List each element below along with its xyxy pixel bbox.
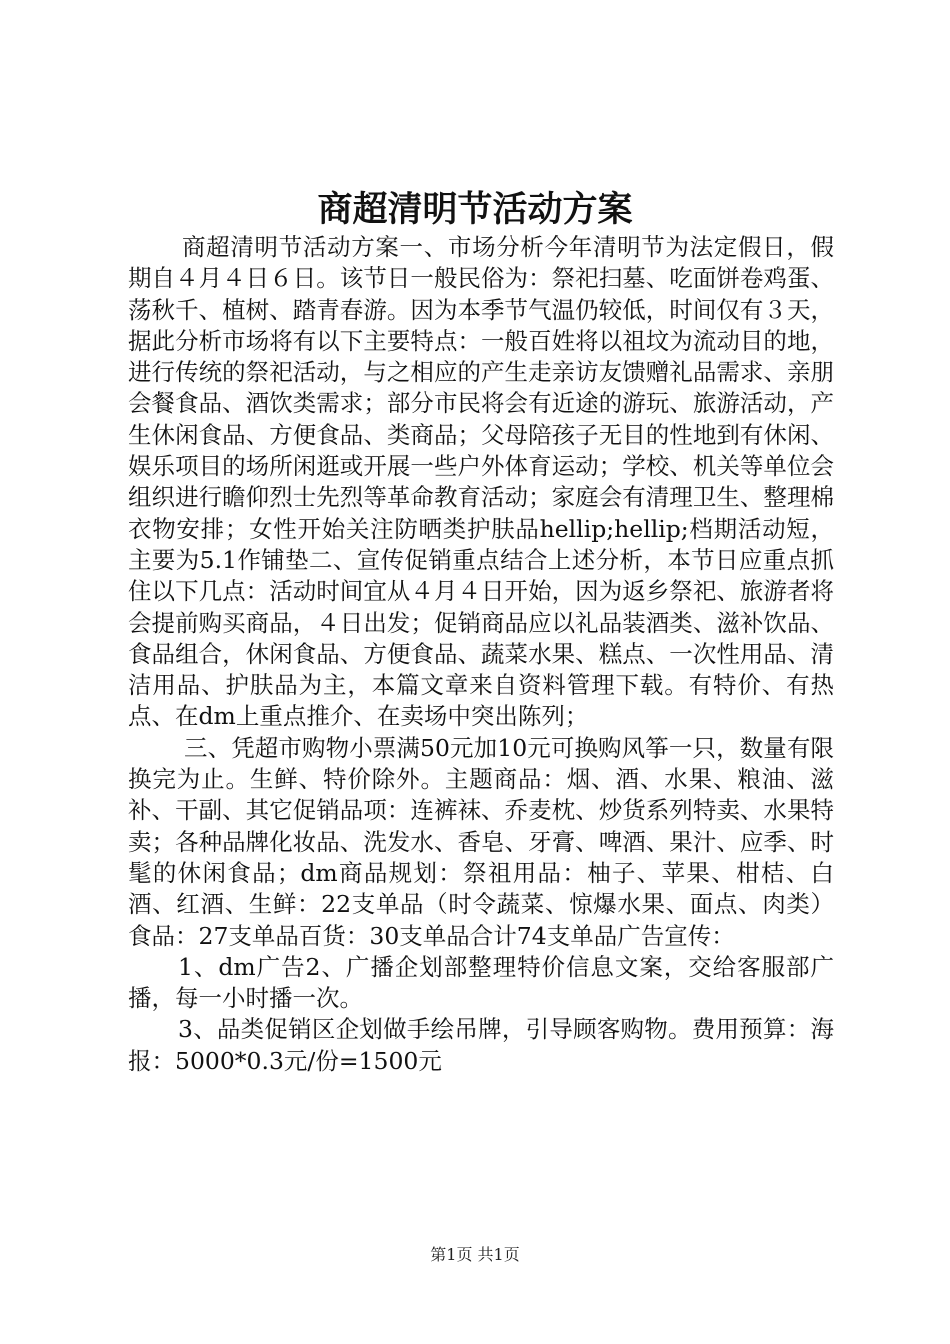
body-paragraph-4: 3、品类促销区企划做手绘吊牌，引导顾客购物。费用预算：海报：5000*0.3元/份=1500元 — [128, 1015, 834, 1075]
document-title: 商超清明节活动方案 — [317, 189, 633, 230]
body-paragraph-3: 1、dm广告2、广播企划部整理特价信息文案，交给客服部广播，每一小时播一次。 — [128, 952, 834, 1013]
body-paragraph-2: 三、凭超市购物小票满50元加10元可换购风筝一只，数量有限换完为止。生鲜、特价除外。主题商品：烟、酒、水果、粮油、滋补、干副、其它促销品项：连裤袜、乔麦枕、炒货系列特卖、水果特卖；各种品牌化妆品、洗发水、香皂、牙膏、啤酒、果汁、应季、时髦的休闲食品；dm商品规划：祭祖用品：柚子、苹果、柑桔、白酒、红酒、生鲜：22支单品（时令蔬菜、惊爆水果、面点、肉类）食品：27支单品百货：30支单品合计74支单品广告宣传： — [128, 733, 834, 950]
document-body — [128, 232, 834, 1077]
page-footer: 第1页 共1页 — [430, 1245, 520, 1264]
body-paragraph-1: 商超清明节活动方案一、市场分析今年清明节为法定假日，假期自４月４日６日。该节日一般民俗为：祭祀扫墓、吃面饼卷鸡蛋、荡秋千、植树、踏青春游。因为本季节气温仍较低，时间仅有３天，据此分析市场将有以下主要特点：一般百姓将以祖坟为流动目的地，进行传统的祭祀活动，与之相应的产生走亲访友馈赠礼品需求、亲朋会餐食品、酒饮类需求；部分市民将会有近途的游玩、旅游活动，产生休闲食品、方便食品、类商品；父母陪孩子无目的性地到有休闲、娱乐项目的场所闲逛或开展一些户外体育运动；学校、机关等单位会组织进行瞻仰烈士先烈等革命教育活动；家庭会有清理卫生、整理棉衣物安排；女性开始关注防晒类护肤品hellip;hellip;档期活动短，主要为5.1作铺垫二、宣传促销重点结合上述分析，本节日应重点抓住以下几点：活动时间宜从４月４日开始，因为返乡祭祀、旅游者将会提前购买商品，４日出发；促销商品应以礼品装酒类、滋补饮品、食品组合，休闲食品、方便食品、蔬菜水果、糕点、一次性用品、清洁用品、护肤品为主，本篇文章来自资料管理下载。有特价、有热点、在dm上重点推介、在卖场中突出陈列； — [128, 233, 834, 731]
